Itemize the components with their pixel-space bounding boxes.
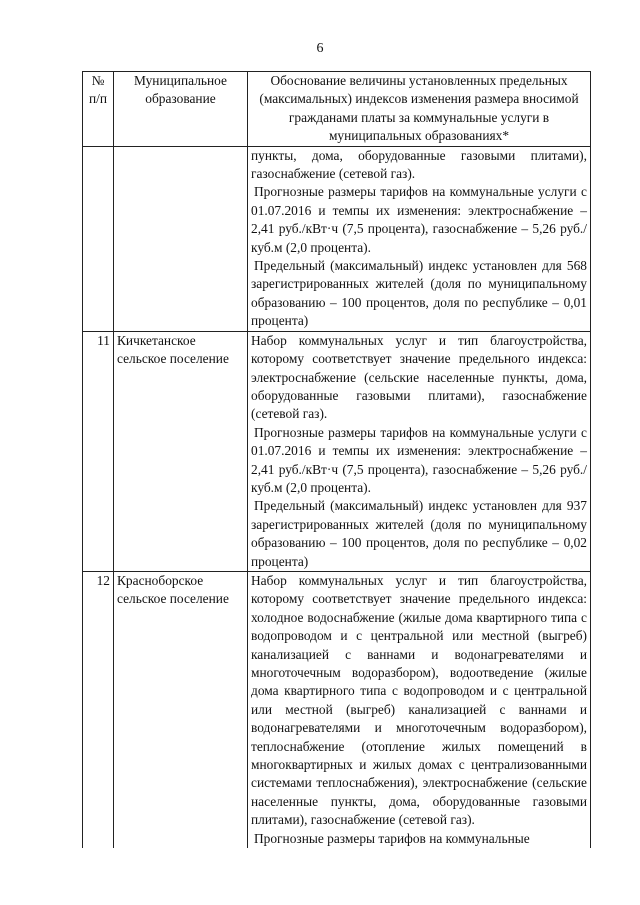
row-number: 12 (83, 571, 114, 848)
row-number: 11 (83, 331, 114, 571)
row-number (83, 146, 114, 331)
table-row (83, 331, 591, 571)
page-number: 6 (316, 41, 324, 56)
table-row (83, 146, 591, 331)
row-paragraph: Предельный (максимальный) индекс установлен для 568 зарегистрированных жителей (доля по муниципальному образованию – 100 процентов, доля по республике – 0,01 процента) (251, 258, 587, 329)
row-paragraph: Прогнозные размеры тарифов на коммунальные услуги с 01.07.2016 и темпы их изменения: электроснабжение – 2,41 руб./кВт·ч (7,5 процента), газоснабжение – 5,26 руб./куб.м (2,0 процента). (251, 184, 587, 255)
header-justification: Обоснование величины установленных предельных (максимальных) индексов изменения размера вносимой гражданами платы за коммунальные услуги в муниципальных образованиях* (248, 72, 591, 147)
row-justification (248, 571, 591, 848)
row-justification (248, 146, 591, 331)
row-paragraph: пункты, дома, оборудованные газовыми плитами), газоснабжение (сетевой газ). (251, 147, 587, 182)
table-row (83, 571, 591, 848)
row-municipality: Красноборское сельское поселение (114, 571, 248, 848)
row-municipality (114, 146, 248, 331)
row-justification (248, 331, 591, 571)
header-num: № п/п (83, 72, 114, 147)
row-paragraph: Прогнозные размеры тарифов на коммунальные услуги с 01.07.2016 и темпы их изменения: электроснабжение – 2,41 руб./кВт·ч (7,5 процента), газоснабжение – 5,26 руб./куб.м (2,0 процента). (251, 424, 587, 495)
row-paragraph: Набор коммунальных услуг и тип благоустройства, которому соответствует значение предельного индекса: холодное водоснабжение (жилые дома квартирного типа с водопроводом и с центральной или местной (выгреб) канализацией с ваннами и водонагревателями и многоточечным водоразбором), водоотведение (жилые дома квартирного типа с водопроводом и с центральной или местной (выгреб) канализацией с ваннами и водонагревателями и многоточечным водоразбором), теплоснабжение (отопление жилых помещений в многоквартирных и жилых домах с централизованными системами теплоснабжения), электроснабжение (сельские населенные пункты, дома, оборудованные газовыми плитами), газоснабжение (сетевой газ). (251, 572, 587, 828)
row-paragraph: Прогнозные размеры тарифов на коммунальные (254, 830, 530, 846)
table-header-row (83, 72, 591, 147)
row-paragraph: Набор коммунальных услуг и тип благоустройства, которому соответствует значение предельного индекса: электроснабжение (сельские населенные пункты, дома, оборудованные газовыми плитами), газоснабжение (сетевой газ). (251, 332, 587, 422)
row-municipality: Кичкетанское сельское поселение (114, 331, 248, 571)
header-municipality: Муниципальное образование (114, 72, 248, 147)
row-paragraph: Предельный (максимальный) индекс установлен для 937 зарегистрированных жителей (доля по муниципальному образованию – 100 процентов, доля по республике – 0,02 процента) (251, 498, 587, 569)
tariff-index-table (82, 71, 591, 848)
